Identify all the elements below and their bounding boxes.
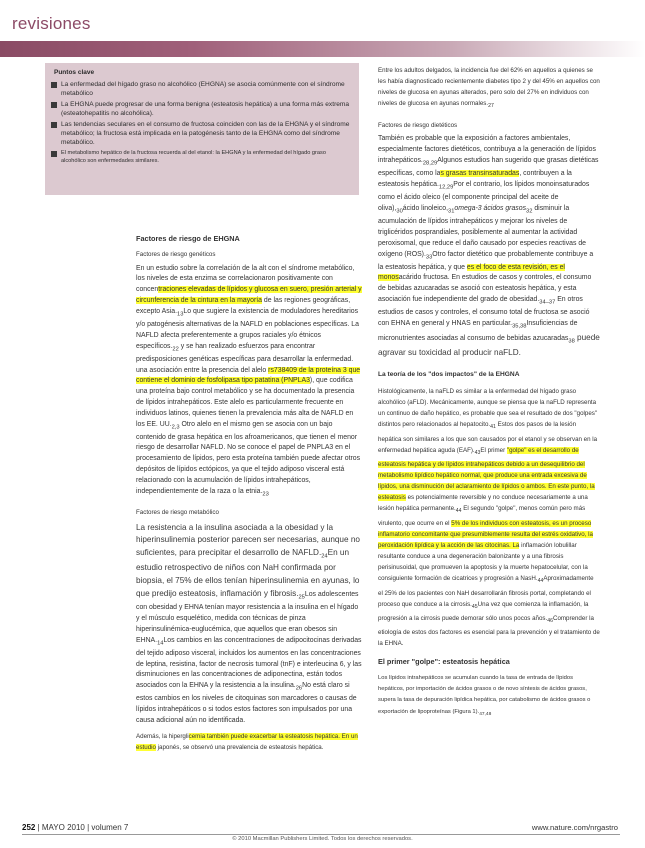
issue-info: MAYO 2010 | volumen 7	[41, 823, 129, 832]
highlight: "golpe" es el desarrollo de esteatosis hepática y de lípidos intrahepáticos debido a un desequilibrio del metabolismo lipídico hepático normal, que produce una entrada excesiva de lípidos, una disminución del aclaramiento de lípidos o ambos. En este punto, la esteatosis	[378, 446, 595, 502]
paragraph-genetic: En un estudio sobre la correlación de la alt con el síndrome metabólico, los niveles de esta enzima se correlacionaron positivamente con concentraciones elevadas de lípidos y glucosa en suero, presión arterial y circunferencia de la cintura en la mayoría de las regiones geográficas, excepto $Asia._{13}Lo$ que sugiere la existencia de moduladores hereditarios y/o patogénesis alternativas de la NAFLD en poblaciones específicas. La NAFLD afecta preferentemente a grupos raciales y/o étnicos $específicos._{22}$ y se han realizado esfuerzos para encontrar predisposiciones genéticas específicas para desarrollar la enfermedad. una asociación entre la presencia del alelo rs738409 de la proteína 3 que contiene el dominio de fosfolipasa tipo patatina (PNPLA3), que codifica una proteína bajo control metabólico y se ha documentado la presencia de lípidos intrahepáticos. Este alelo es particularmente frecuente en individuos latinos, quienes tienen la prevalencia más alta de NAFLD en los EE. $UU._{2,3}$ Otro alelo en el mismo gen se asocia con un bajo contenido de grasa hepática en los afroamericanos, que tienen el menor riesgo de desarrollar NAFLD. No se conoce el papel de PNPLA3 en el procesamiento de lípidos, pero esta proteína también puede afectar otros depósitos de lípidos ectópicos, ya que el tejido adiposo visceral está relacionado con la acumulación de lípidos intrahepáticos, independientemente de la raza o la $etnia._{23}$	[136, 264, 362, 498]
right-column	[378, 65, 600, 720]
paragraph-metabolic: La resistencia a la insulina asociada a la obesidad y la hiperinsulinemia posterior parecen ser necesarias, aunque no suficientes, para precipitar el desarrollo de $NAFLD._{24}En$ un estudio retrospectivo de niños con NaH confirmada por biopsia, el 75% de ellos tenían hiperinsulinemia en ayunas, lo que predijo esteatosis, inflamación y $fibrosis._{25}Los$ adolescentes con obesidad y EHNA tenían mayor resistencia a la insulina en el hígado y el músculo esquelético, medida con técnicas de pinza hiperinsulinémica-euglucémica, que aquellos que eran obesos $\sin EHNA._{14}Los$ cambios en las concentraciones de adipocitocinas derivadas del tejido adiposo visceral, incluidos los aumentos en las concentraciones de leptina, resistina, factor de necrosis tumoral (tnF) e interleucina 6, y las disminuciones en las concentraciones de adiponectina, están todos asociados con la EHNA y la resistencia a la $insulina._{26}No$ está claro si estos cambios en los niveles de citoquinas son marcadores o causas de lípidos intrahepáticos o si todos estos factores son impulsados por una causa adicional aún no identificada.	[136, 522, 362, 724]
subheading-dietary: Factores de riesgo dietéticos	[378, 121, 458, 129]
heading-two-hits: La teoría de los "dos impactos" de la EHGNA	[378, 371, 520, 379]
header-banner	[0, 41, 645, 57]
key-point: Las tendencias seculares en el consumo de fructosa coinciden con las de la EHGNA y el síndrome metabólico; la fructosa está implicada en la patogénesis tanto de la EHGNA como del síndrome metabólico.	[51, 121, 351, 147]
journal-url-link[interactable]: www.nature.com/nrgastro	[531, 823, 618, 832]
section-title: revisiones	[12, 14, 91, 33]
key-points-box	[45, 63, 359, 195]
highlight: 5% de los individuos con esteatosis, es un proceso inflamatorio concomitante que presumiblemente resulta del estrés oxidativo, la peroxidación lipídica y la acción de las citocinas. La	[378, 519, 593, 549]
bullet-square-icon	[51, 151, 57, 157]
highlight: traciones elevadas de lípidos y glucosa en suero, presión arterial y circunferencia de la cintura en la mayoría	[136, 286, 362, 304]
key-points-title: Puntos clave	[54, 69, 95, 76]
key-point: La EHGNA puede progresar de una forma benigna (esteatosis hepática) a una forma más extrema (esteatohepatitis no alcohólica).	[51, 101, 351, 118]
paragraph-dietary: También es probable que la exposición a factores ambientales, especialmente factores dietéticos, contribuya a la generación de lípidos $intrahepáticos._{28,29}Algunos$ estudios han sugerido que grasas dietéticas específicas, como las grasas transinsaturadas, contribuyen a la esteatosis $hepática._{12,29}Por$ el contrario, los lípidos monoinsaturados como el ácido oleico (el componente principal del aceite de $oliva),_{30}ácido$ $linoleico,_{31}omega-3$ ácidos grasos$_{32}$ disminuir la acumulación de lípidos intrahepáticos y mejorar los niveles de triglicéridos posprandiales, posiblemente al aumentar la actividad peroxisomal, que reduce el daño causado por especies reactivas de oxígeno $(ROS)._{33}Otro$ factor dietético que probablemente contribuye a la esteatosis hepática, y que es el foco de esta revisión, es el monosacárido fructosa. En estudios de casos y controles, el consumo de bebidas azucaradas se asoció con esteatosis hepática, y esta asociación fue independiente del grado de $obesidad._{34-37}$ En otros estudios de casos y controles, el consumo total de fructosa se asoció con EHNA en general y HNAS en $particular._{35,38}Insuficiencias$ de micronutrientes asociadas al consumo de bebidas azucaradas$_{38}$ puede agravar su toxicidad al producir naFLD.	[378, 135, 600, 358]
heading-risk-factors: Factores de riesgo de EHGNA	[136, 234, 240, 243]
heading-first-hit: El primer "golpe": esteatosis hepática	[378, 657, 510, 667]
footer-divider	[22, 834, 620, 835]
copyright-notice: © 2010 Macmillan Publishers Limited. Todos los derechos reservados.	[232, 836, 413, 842]
paragraph-diabetes: Entre los adultos delgados, la incidencia fue del 62% en aquellos a quienes se les había diagnosticado recientemente diabetes tipo 2 y del 45% en aquellos con niveles de glucosa en ayunas alterados, pero solo del 27% en individuos con niveles de glucosa en ayunas $normales._{27}$	[378, 67, 600, 110]
highlight: es el foco de esta revisión, es el monos	[378, 263, 565, 282]
key-point: La enfermedad del hígado graso no alcohólico (EHGNA) se asocia comúnmente con el síndrome metabólico	[51, 81, 351, 98]
bullet-square-icon	[51, 102, 57, 108]
key-point: El metabolismo hepático de la fructosa recuerda al del etanol: la EHGNA y la enfermedad del hígado graso alcohólico son enfermedades similares.	[51, 150, 351, 165]
bullet-square-icon	[51, 122, 57, 128]
highlight: s grasas transinsaturadas	[440, 170, 520, 178]
paragraph-two-hits: Histológicamente, la naFLD es similar a la enfermedad del hígado graso alcohólico (aFLD). Mecánicamente, aunque se piensa que la naFLD representa un continuo de daño hepático, es probable que sea el resultado de dos "golpes" distintos pero relacionados al $hepatocito._{41}$ Estos dos pasos de la lesión hepática son similares a los que son causados por el etanol y se observan en la enfermedad hepática aguda $(EAF)._{43}El$ primer "golpe" es el desarrollo de esteatosis hepática y de lípidos intrahepáticos debido a un desequilibrio del metabolismo lipídico hepático normal, que produce una entrada excesiva de lípidos, una disminución del aclaramiento de lípidos o ambos. En este punto, la esteatosis es potencialmente reversible y no conduce necesariamente a una lesión hepática $permanente._{44}$ El segundo "golpe", menos común pero más virulento, que ocurre en el 5% de los individuos con esteatosis, es un proceso inflamatorio concomitante que presumiblemente resulta del estrés oxidativo, la peroxidación lipídica y la acción de las citocinas. La inflamación lobulillar resultante conduce a una degeneración balonizante y a una fibrosis perisinusoidal, que promueven la apoptosis y la muerte hepatocelular, con la consiguiente formación de cicatrices y progresión a $NasH._{44}Aproximadamente$ el 25% de los pacientes con NaH desarrollarán fibrosis portal, completando el proceso que conduce a la $cirrosis._{45}Una$ vez que comienza la inflamación, la progresión a la cirrosis puede demorar sólo unos pocos $años._{46}Comprender$ la etiología de estos dos factores es esencial para la prevención y el tratamiento de la EHNA.	[378, 387, 600, 648]
highlight: cemia también puede exacerbar la esteatosis hepática. En un estudio	[136, 732, 358, 751]
page-number: 252	[22, 823, 36, 832]
highlight: rs738409 de la proteína 3 que contiene el dominio de fosfolipasa tipo patatina (PNPLA3	[136, 366, 361, 385]
paragraph-first-hit: Los lípidos intrahepáticos se acumulan cuando la tasa de entrada de lípidos hepáticos, por importación de ácidos grasos o de novo síntesis de ácidos grasos, supera la tasa de depuración lipídica hepática, por catabolismo de ácidos grasos o exportación de lipoproteínas (Figura $1)._{47,48}$	[378, 675, 591, 717]
left-column	[136, 234, 362, 753]
subheading-genetic: Factores de riesgo genéticos	[136, 250, 216, 258]
footer-issue: 252 | MAYO 2010 | volumen 7	[22, 823, 129, 832]
paragraph-hyperglycemia: Además, la hiperglicemia también puede exacerbar la esteatosis hepática. En un estudio japonés, se observó una prevalencia de esteatosis hepática.	[136, 732, 358, 751]
bullet-square-icon	[51, 82, 57, 88]
subheading-metabolic: Factores de riesgo metabólico	[136, 508, 219, 516]
